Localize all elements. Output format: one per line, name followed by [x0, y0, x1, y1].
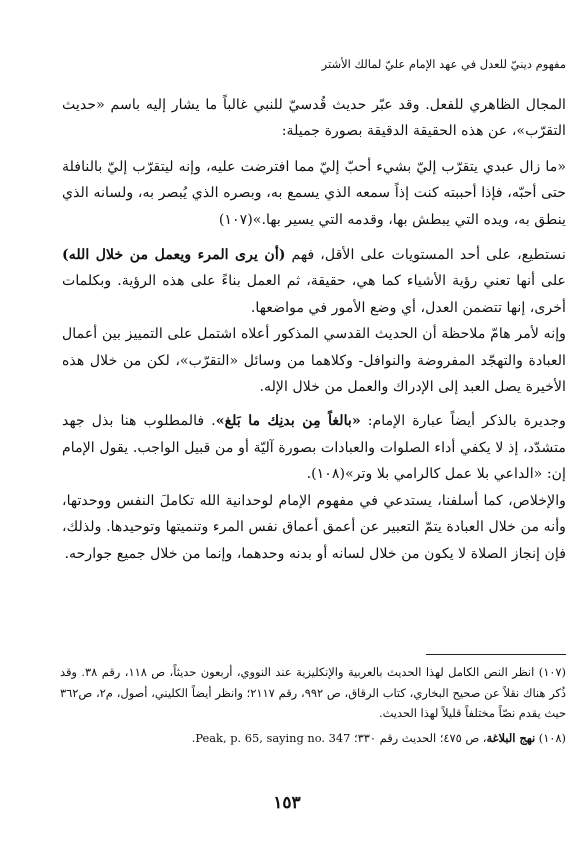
- paragraph-6: والإخلاص، كما أسلفنا، يستدعي في مفهوم الإمام لوحدانية الله تكاملَ النفس ووحدتها، وأنه من خلال العبادة يتمّ التعبير عن أعمق أعماق نفس المرء وتنميتها وتوحيدها. ولذلك، فإن إنجاز الصلاة لا يكون من خلال لسانه أو بدنه وحدهما، وإنما من خلال جميع جوارحه.: [62, 492, 566, 562]
- paragraph-3-end: على أنها تعني رؤية الأشياء كما هي، حقيقة، ثم العمل بناءً على هذه الرؤية. وبكلمات أخرى، إنها تتضمن العدل، أي وضع الأمور في مواضعها.: [62, 273, 566, 316]
- footnote-108-english-ref: Peak, p. 65, saying no. 347: [195, 730, 351, 745]
- paragraph-5-end: . فالمطلوب هنا بذل جهد متشدّد، إذ لا يكفي أداء الصلوات والعبادات بصورة آليّة أو من قبيل الواجب. يقول الإمام إن: «الداعي بلا عمل كالرامي بلا وتر»(١٠٨).: [62, 413, 566, 483]
- footnote-108-ref: ، ص ٤٧٥؛ الحديث رقم ٣٣٠؛: [350, 730, 487, 745]
- paragraph-5: [62, 408, 566, 487]
- running-head: [0, 57, 566, 71]
- paragraph-1: المجال الظاهري للفعل. وقد عبّر حديث قُدسيّ للنبي غالباً ما يشار إليه باسم «حديث التقرّب»، عن هذه الحقيقة الدقيقة بصورة جميلة:: [62, 97, 566, 140]
- footnote-108-end: .: [191, 730, 196, 745]
- footnote-108-number: (١٠٨): [535, 730, 566, 745]
- footnote-107: (١٠٧) انظر النص الكامل لهذا الحديث بالعربية والإنكليزية عند النووي، أربعون حديثاً، ص ١١٨، رقم ٣٨. وقد ذُكر هناك نقلاً عن صحيح البخاري، كتاب الرقاق، ص ٩٩٢، رقم ٢١١٧؛ وانظر أيضاً الكليني، أصول، م٢، ص٣٦٢ حيث يقدم نصّاً مختلفاً قليلاً لهذا الحديث.: [60, 665, 566, 720]
- footnote-108: [60, 728, 566, 749]
- footnote-108-source: نهج البلاغة: [486, 730, 536, 745]
- paragraph-5-start: وجديرة بالذكر أيضاً عبارة الإمام:: [360, 413, 567, 430]
- main-text: [62, 92, 566, 567]
- paragraph-5-quote: «بالغاً مِن بدنِك ما بَلغ»: [215, 413, 361, 430]
- running-head-title: مفهوم دينيّ للعدل في عهد الإمام عليّ لمالك الأشتر: [321, 57, 566, 71]
- paragraph-4: وإنه لأمر هامّ ملاحظة أن الحديث القدسي المذكور أعلاه اشتمل على التمييز بين أعمال العبادة والتهجّد المفروضة والنوافل- وكلاهما من وسائل «التقرّب»، لكن من خلال هذه الأخيرة يصل العبد إلى الإدراك والعمل من خلال الإله.: [62, 326, 566, 396]
- paragraph-3-emphasis: (أن يرى المرء ويعمل من خلال الله): [62, 247, 286, 264]
- footnotes: [60, 662, 566, 748]
- page-number: ١٥٣: [273, 793, 301, 813]
- footnote-separator: [426, 654, 566, 655]
- hadith-quote: «ما زال عبدي يتقرّب إليّ بشيء أحبّ إليّ مما افترضت عليه، وإنه ليتقرّب إليّ بالنافلة حتى أحبّه، فإذا أحببته كنت إذاً سمعه الذي يسمع به، وبصره الذي يُبصر به، ولسانه الذي ينطق به، ويده التي يبطش بها، وقدمه التي يسير بها.»(١٠٧): [62, 158, 566, 228]
- paragraph-3: [62, 242, 566, 321]
- paragraph-3-start: نستطيع، على أحد المستويات على الأقل، فهم: [285, 247, 567, 264]
